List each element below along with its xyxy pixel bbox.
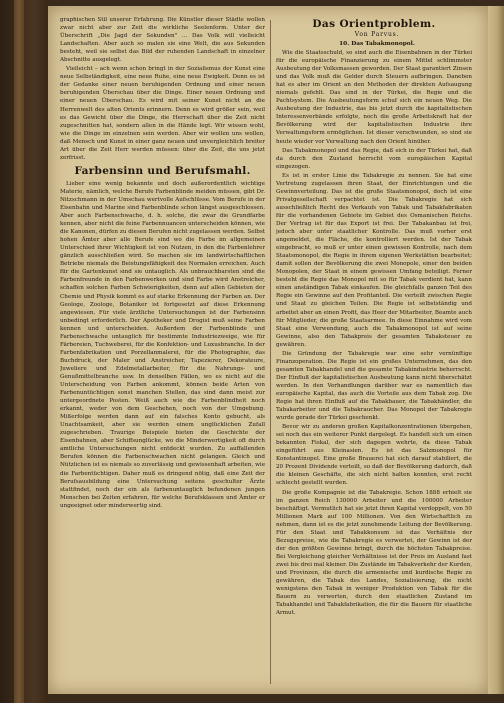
body-paragraph: Lieber eine wenig bekannte und doch außerordentlich wichtige Materie, nämlich, welche Berufe Farbenblinde meiden müssen, gibt Dr. Nitzschmann in der Umschau wertvolle Aufschlüsse. Vom Berufe in der Eisenbahn und Marine sind Farbenblinde schon längst ausgeschlossen. Aber auch Farbenschwache, d. h. solche, die zwar die Grundfarbe kennen, aber nicht die feine Farbennuancen unterscheiden können, wie die Kanonen, dürfen zu diesen Berufen nicht zugelassen werden. Selbst hohen Ämter aber alle Berufe sind wo die Farbe im allgemeinen Unterschied ihrer Wichtigkeit ist von Nutzen, in den die Farbenlehrer gänzlich ausschließen wird. So machen sie im landwirtschaftlichen Betriebe niemals die Beistungsfähigkeit des Normalen erreichen. Auch für die Gartenkunst sind sie untauglich. Als unbrauchbarsten sind die Farbenfreunde in den Farbenwerken und sind Farbe wird Anstreicher, schaffen solchen Farben Schwierigkeiten, denn auf allen Gebieten der Chemie und Physik kommt es auf starke Erkennung der Farben an. Der Geologe, Zoologe, Botaniker ist fortgesetzt auf diese Erkennung angewiesen. Für viele ärztliche Untersuchungen ist der Farbensinn unbedingt erforderlich. Der Apotheker und Drogist muß seine Farben kennen und unterscheiden. Außerdem der Farbenblinde und Farbenschwache untauglich für bestimmte Industriezweige, wie für Färbereien, Tuchweberei, für die Konfektion- und Luxusbranche. In der Farbenfabrikation und Porzellanmalerei, für die Photographie, das Buchdruck, der Maler und Anstreicher, Tapezierer, Dekorateure, Juweliere und Edelmetallarbeiter, für die Nahrungs- und Genußmittelbranche usw. In denselben Fällen, wo es nicht auf die Unterscheidung von Farben ankommt, können beide Arten von Farbenuntüchtigen sonst manchen Stellen, das sind dann meist zur untergeordnete Posten. Weiß auch wie die Farbenblindheit noch erkannt, weder von dem Geschehen, noch von der Umgebung. Mißerfolge werden dann auf ein falsches Konto gebucht, als Unachtsamkeit, aber sie werden einem unglücklichen Zufall zugeschrieben. Traurige Beispiele bieten die Geschichte der Eisenbahnen, aber Schiffsunglücke, wo die Minderwertigkeit oft durch amtliche Untersuchungen nicht entdeckt wurden. Zu auffallenden Berufen können die Farbenschwachen nicht gelangen. Gleich und Nützlichen ist es niemals so zuverlässig und gewissenhaft arbeiten, wie die Farbentüchtigen. Daher muß es dringend nötig, daß eine Zeit der Berufsausbildung eine Untersuchung seitens geschulter Ärzte stattfindet, noch der ein als farbenuntauglich befundenen jungen Menschen bei Zeiten erfahren, für welche Berufsklassen und Ämter er ungeeignet oder minderwertig sind. [60,180,265,509]
article-paragraph: Bevor wir zu anderen großen Kapitalkonzentrationen übergehen, sei noch das ein weiterer Punkt dargelegt. Es handelt sich um einen bekannten Fiskal, der sich dagegen wehrte, da diese Tabak eingeführt aus Kleinasien. Es ist das Salzmonopol für Konstantinopel. Eine große Brauerei hat sich darauf stabiliert, die 20 Prozent Dividende verteilt, so daß der Bevölkerung dadurch, daß die kleinen Geschäfte, die sich nicht halten konnten, erst recht schlecht gestellt wurden. [276,424,472,487]
left-column [60,16,265,686]
book-binding [0,0,48,703]
article-paragraph: Die große Kompagnie ist die Tabakregie. Schon 1888 erhielt sie im ganzen Reich 130000 Arbeiter und die 100000 Arbeiter beschäftigt. Vermutlich hat sie jetzt ihren Kapital verdoppelt, von 50 Millionen Mark auf 100 Millionen. Von den Wirtschaftlich zu nehmen, dann ist es die jetzt zunehmende Leitung der Bevölkerung. Für den Staat und Tabakkonsum ist das Verhältnis der Bezugspreise, wie die Tabakregie es verwertet, der Gewinn ist der der den größten Gewinne bringt, durch die höchsten Tabakpreise. Bei Vergleichung gleicher Verhältnisse ist der Preis im Ausland fast zwei bis drei mal kleiner. Die Zustände im Tabakverkehr der Kurden, und Provinzen, die durch die armenische und kurdische Regie zu gewähren, die Tabak des Landes, Sozialisierung, die nicht wenigstens den Tabak in weniger Produktion von Tabak für die Bauern zu verwerten, durch den staatlichen Zustand im Tabakhandel und Tabakfabrikation, die für die Bauern für staatliche Armut. [276,489,472,617]
article-title: Das Orientproblem. [312,18,436,30]
intro-paragraph: graphischen Stil unserer Erfahrung. Die Künstler dieser Städte wollen zwar nicht aber zur Zeit die wirkliche Seelenform. Unter der Überschrift „Die Jagd der Sekunden" ... Das Volk will vielleicht Landschaften. Aber auch so malen sie eine Welt, die aus Sekunden besteht, weil sie selbst das Bild der ruhenden Landschaft in einzelner Abschnitte ausgelegt. [60,17,265,64]
binding-spine-strip [14,0,24,703]
article-paragraph: Die Gründung der Tabakregie war eine sehr vernünftige Finanzoperation. Die Regie ist ein großes Unternehmen, das den gesamten Tabakhandel und die gesamte Tabakindustrie beherrscht. Der Einfluß der kapitalistischen Ausbeutung kann nicht überschätzt werden. In den Verhandlungen darüber war es namentlich das europäische Kapital, das auch die Vorteile aus dem Tabak zog. Die Regie hat ihren Einfluß auf die Tabakbauer, die Tabakhändler, die Tabakarbeiter und die Tabakraucher. Das Monopol der Tabakregie wurde gerade der Türkei geschenkt. [276,350,472,422]
section-heading: Farbensinn und Berufsmahl. [74,164,251,177]
newspaper-page [48,6,488,694]
article-paragraph: Wie die Staatsschuld, so sind auch die Eisenbahnen in der Türkei für die europäische Finanzierung zu einem Mittel schlimmster Ausbeutung der Volksmassen geworden. Der Staat garantiert Zinsen und das Volk muß die Gelder durch Steuern aufbringen. Daneben hat es aber im Orient an den Methoden der direkten Aufsaugung niemals gefehlt. Das sind in der Türkei, die Regie und die Pachtsystem. Die Ausbeutungsform schuf sich ein neuen Weg. Die Ausbeutung der Industrie, das bis jetzt durch die kapitalistischen Interessenverbände erfolgte, noch die große Arbeitskraft hat der Bevölkerung wird der kapitalistischen Industrie ihre Verwaltungsform ermöglichen. Ist dieser verschwunden, so sind sie heute wieder vor Verwaltung nach den Orient hinüber. [276,50,472,145]
column-divider [270,20,271,684]
article-subtitle: 10. Das Tabakmonopol. [339,41,415,47]
article-paragraph: Es ist in erster Linie die Tabakregie zu nennen. Sie hat eine Vertretung zugelassen ihren Staat, der Einrichtungen und die Gewinnverteilung. Das ist die große Staatsmonopol, doch ist eine Privatgesellschaft verpachtet ist. Die Tabakregie hat sich ausschließlich Recht des Verkaufs von Tabak und Tabakfabrikaten für die vorhandenen Gebiete im Gebiet des Osmanischen Reichs. Der Vertrag ist für das Export ist frei. Der Tabakanbau ist frei, jedoch aber unter staatlicher Kontrolle. Das muß vorher erst angemeldet, die Fläche, die kontrolliert werden. Ist der Tabak eingebracht, so muß er unter einen gewissen Kontrolle, nach dem Staatsmonopol, die Regie in ihrem eigenen Werkstätten bearbeitet; damit sollen der Bevölkerung die zwei Monopole, einer den beiden Monopolen, der Staat in einem gewissen Umfang beteiligt. Ferner besteht die Regie das Monopol mit so für Tabak verdient hat, kann einen anständigen Tabak einkaufen. Die gleichfalls ganzen Teil des Regie ein Gewinne auf den Profitanteil. Die verteilt zwischen Regie und Staat zu gleichen Teilen. Die Regie ist selbstständig und arbeitet aber an einen Profit, das Heer der Mitarbeiter, Beamte auch für Mitglieder, die große Staatsarmee. In diese Einnahme wird vom Staat eine Verwendung, auch die Tabakmonopol ist auf seine Gewinne, also den Tabakpreis der gesamten Tabaksteuer zu gewähren. [276,172,472,348]
intro-paragraph: Vielleicht – ach wenn schon bringt in der Sozialismus der Kunst eine neue Selbständigkeit, eine neue Ruhe, eine neue Ewigkeit. Denn es ist der Gedanke einer neuen beruhigenden Ordnung und einer neuen beruhigenden Überschau über die Dinge. Einer neuen Ordnung und einer neuen Überschau. Es wird mit seiner Kunst nicht an die Herrenwelt des alten Orients erinnern. Denn es wird größer sein, weil es das Gewicht über die Dinge, die Herrschaft über die Zeit nicht zugeschnitten hat, sondern allen in die Hände legt. Wir wissen wohl, wie die Dinge im einzelnen sein werden. Aber wir wollen uns wollen, daß Mensch und Kunst in einer ganz neuen und unvergleichlich breiter Art über die Zeit Herr werden müssen: über die Zeit, die uns jetzt zerfrisst. [60,66,265,161]
article-paragraph: Das Tabakmonopol und das Regie, daß sich in der Türkei hat, daß da durch den Zustand herrscht vom europäischen Kapital eingezogen. [276,147,472,170]
page-edge [488,6,504,694]
right-column [276,16,472,686]
article-author: Von Parvus. [354,31,400,38]
